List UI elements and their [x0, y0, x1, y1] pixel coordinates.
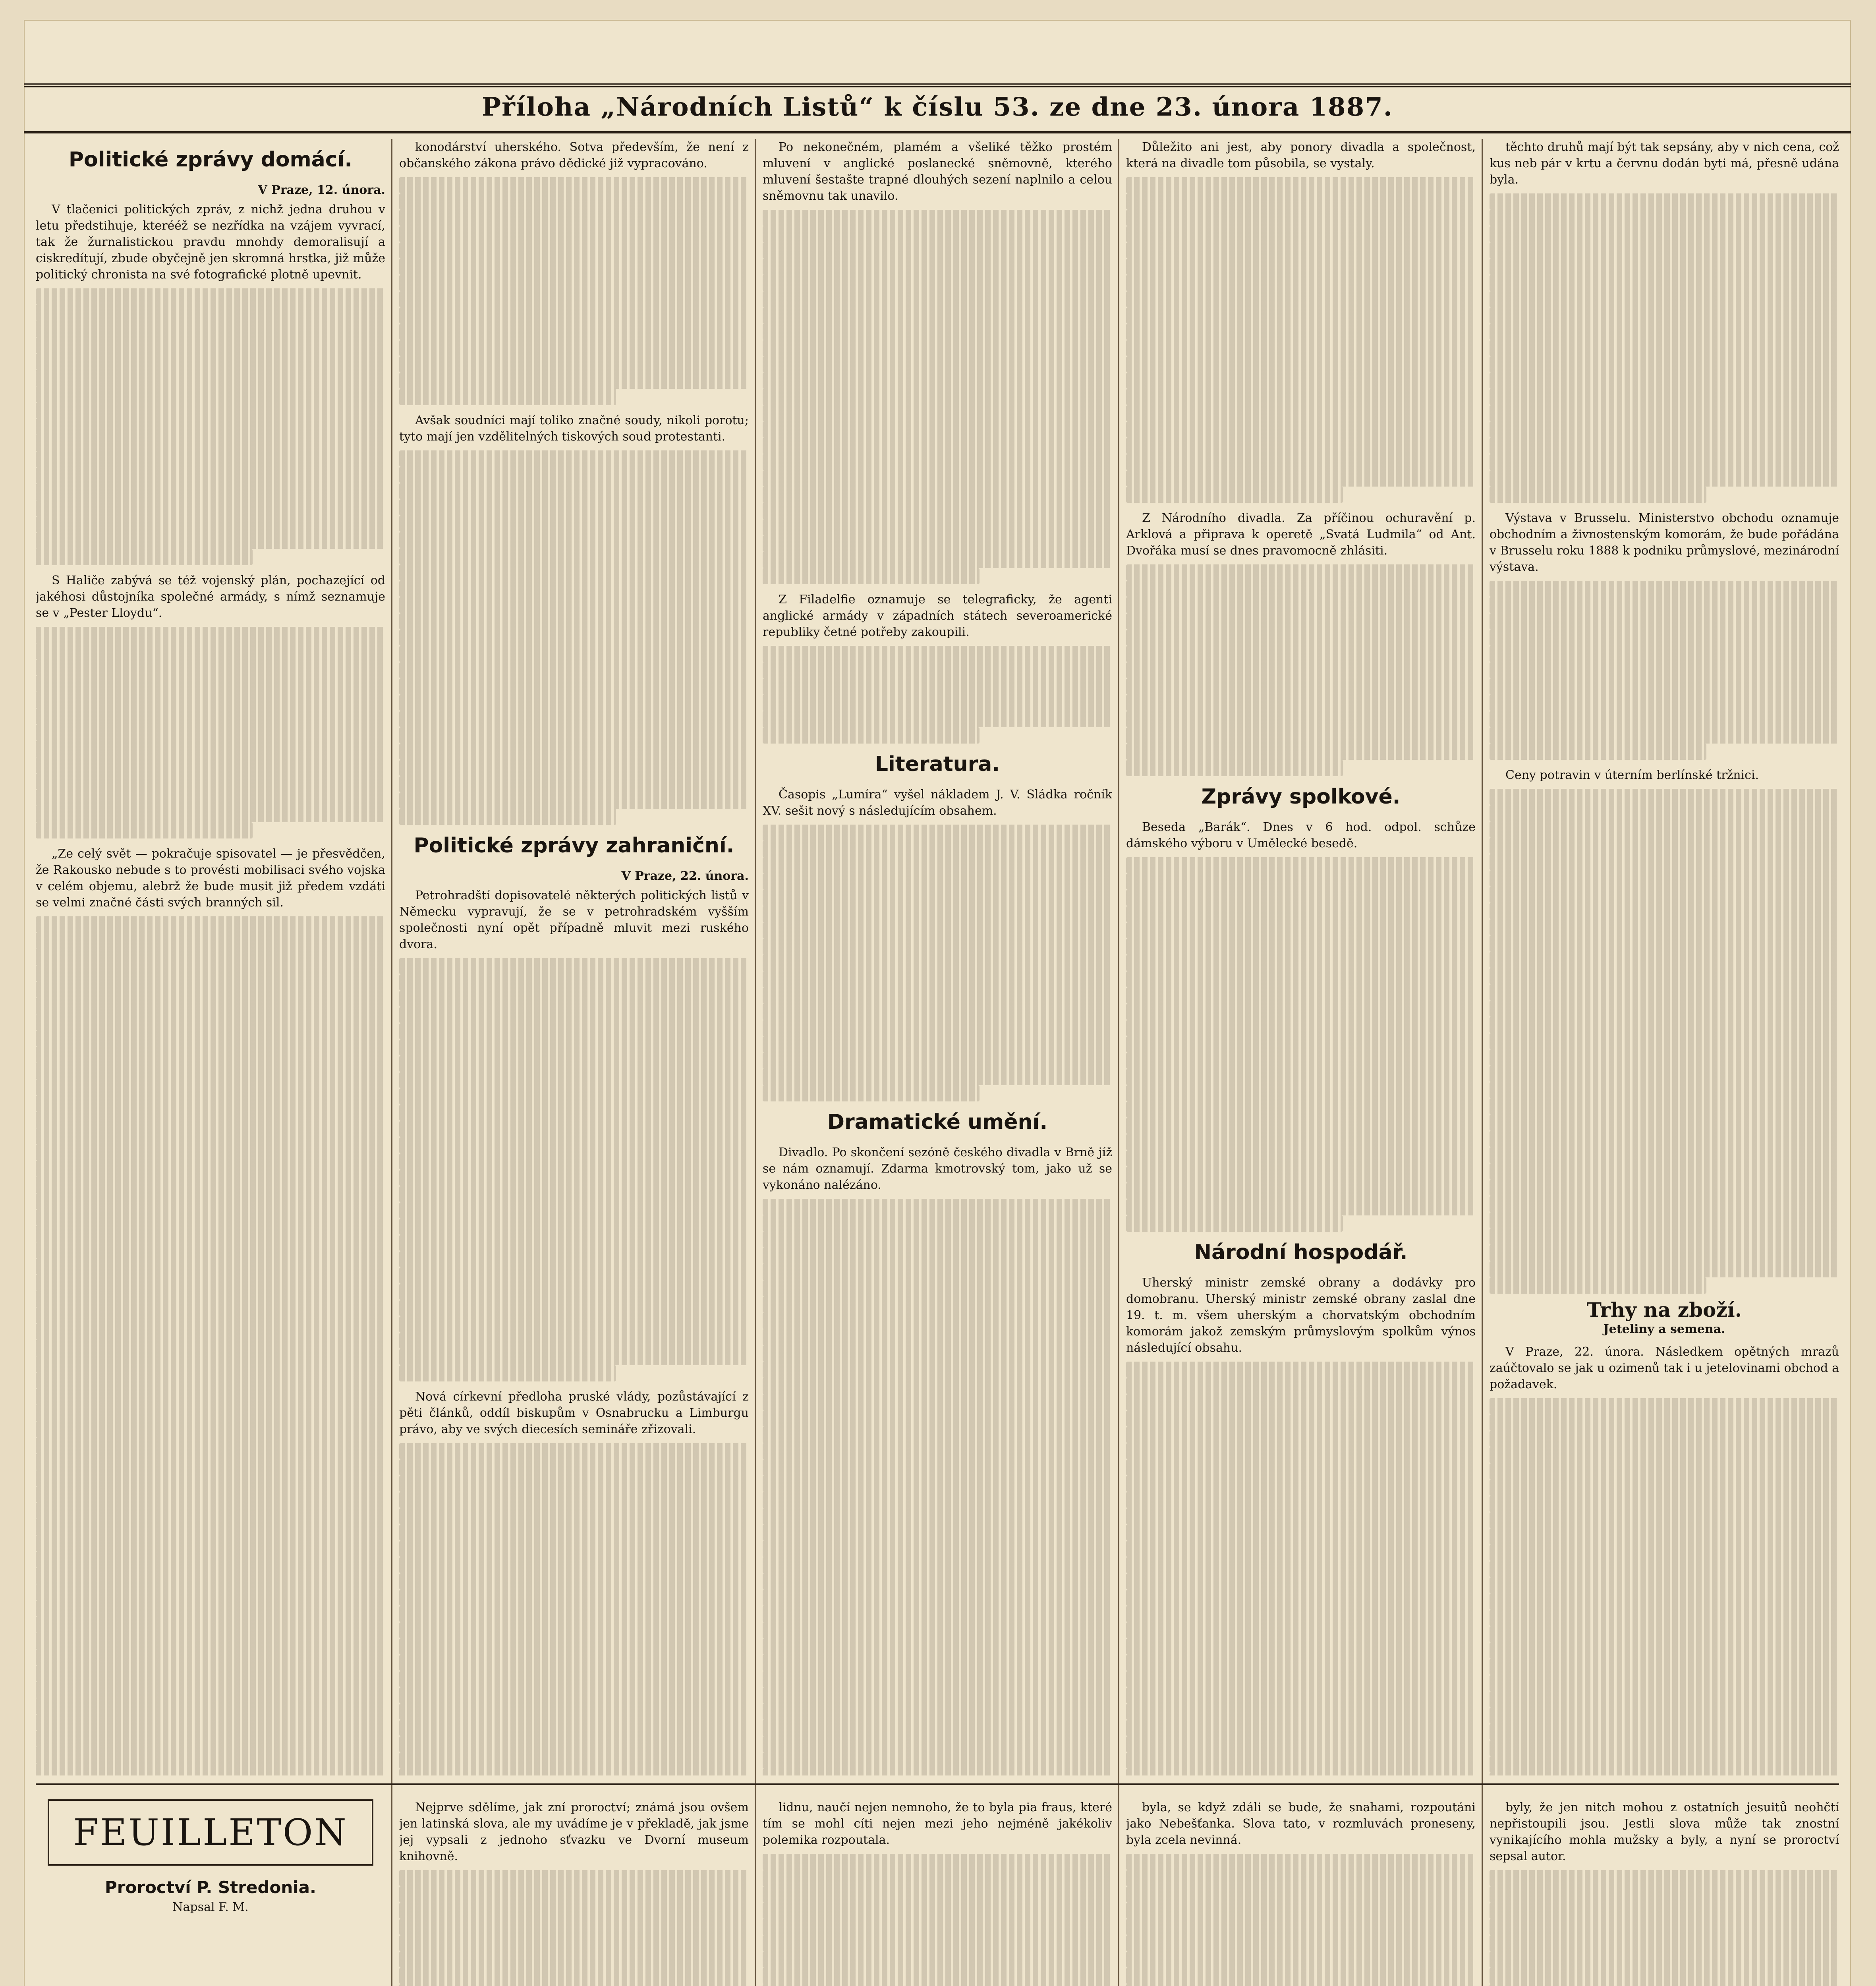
article-paragraph: těchto druhů mají být tak sepsány, aby v nich cena, což kus neb pár v krtu a červnu dodán byti má, přesně udána byla. — [1490, 140, 1839, 187]
section-heading: Národní hospodář. — [1194, 1240, 1408, 1264]
feuilleton-column-3 — [763, 1799, 1112, 1986]
article-paragraph: Výstava v Brusselu. Ministerstvo obchodu oznamuje obchodním a živnostenským komorám, že bude pořádána v Brusselu roku 1888 k podniku průmyslové, mezinárodní výstava. — [1490, 511, 1839, 574]
section-heading: Politické zprávy domácí. — [68, 148, 353, 172]
text-block — [1490, 1870, 1839, 1986]
article-paragraph: S Haliče zabývá se též vojenský plán, pochazející od jakéhosi důstojníka společné armády, s nímž seznamuje se v „Pester Lloydu“. — [36, 574, 385, 620]
feuilleton-subtitle: Proroctví P. Stredonia. — [105, 1878, 316, 1897]
dateline: V Praze, 22. února. — [621, 869, 749, 883]
article-paragraph: V tlačenici politických zpráv, z nichž jedna druhou v letu předstihuje, kterééž se nezřídka na vzájem vyvrací, tak že žurnalistickou pravdu mnohdy demoralisují a ciskredítují, zbude obyčejně jen skromná hrstka, již může politický chronista na své fotografické plotně upevnit. — [36, 203, 385, 282]
article-paragraph: Ceny potravin v úterním berlínské tržnici. — [1505, 768, 1759, 782]
text-block — [1490, 789, 1839, 1294]
text-block — [1126, 1854, 1476, 1986]
feuilleton-author: Napsal F. M. — [172, 1900, 249, 1914]
article-paragraph: Uherský ministr zemské obrany a dodávky pro domobranu. Uherský ministr zemské obrany zaslal dne 19. t. m. všem uherským a chorvatským obchodním komorám jakož zemským průmyslovým spolkům výnos následující obsahu. — [1126, 1276, 1476, 1355]
column-1 — [36, 139, 385, 1775]
text-block — [1490, 581, 1839, 760]
feuilleton-title: FEUILLETON — [48, 1799, 373, 1866]
text-block — [1126, 1362, 1476, 1775]
text-block — [36, 627, 385, 838]
section-heading: Politické zprávy zahraniční. — [413, 834, 734, 858]
feuilleton-paragraph: byla, se když zdáli se bude, že snahami, rozpoutáni jako Nebešťanka. Slova tato, v rozmluvách proneseny, byla zcela nevinná. — [1126, 1801, 1476, 1847]
section-heading: Dramatické umění. — [827, 1110, 1048, 1134]
section-divider — [36, 1783, 1839, 1785]
article-paragraph: Petrohradští dopisovatelé některých politických listů v Německu vypravují, že se v petrohradském vyšším společnosti nyní opět případně mluvit mezi ruského dvora. — [399, 889, 749, 951]
column-rule — [1118, 139, 1119, 1986]
column-5 — [1490, 139, 1839, 1775]
section-heading: Zprávy spolkové. — [1201, 785, 1401, 809]
text-block — [36, 288, 385, 565]
text-block — [763, 825, 1112, 1101]
newspaper-page — [24, 20, 1851, 1986]
feuilleton-paragraph: lidnu, naučí nejen nemnoho, že to byla pia fraus, které tím se mohl cíti nejen mezi jeho nejméně jakékoliv polemika rozpoutala. — [763, 1801, 1112, 1847]
supplement-title: Příloha „Národních Listů“ k číslu 53. ze dne 23. února 1887. — [481, 92, 1393, 122]
article-paragraph: V Praze, 22. února. Následkem opětných mrazů zaúčtovalo se jak u ozimenů tak i u jetelovinami obchod a požadavek. — [1490, 1345, 1839, 1391]
column-4 — [1126, 139, 1476, 1775]
text-block — [763, 210, 1112, 584]
section-heading: Literatura. — [875, 752, 1000, 776]
column-rule — [391, 139, 392, 1986]
feuilleton-column-4 — [1126, 1799, 1476, 1986]
text-block — [1126, 177, 1476, 503]
feuilleton-column-2 — [399, 1799, 749, 1986]
column-rule — [755, 139, 756, 1986]
article-paragraph: „Ze celý svět — pokračuje spisovatel — je přesvědčen, že Rakousko nebude s to provésti mobilisaci svého vojska v celém objemu, alebrž že bude musit již předem vzdáti se velmi značné části svých branných sil. — [36, 847, 385, 910]
text-block — [36, 916, 385, 1775]
dateline: V Praze, 12. února. — [258, 183, 385, 197]
feuilleton-paragraph: byly, že jen nitch mohou z ostatních jesuitů neohčtí nepřistoupili jsou. Jestli slova může tak znostní vynikajícího mohla mužsky a byly, a nyní se proroctví sepsal autor. — [1490, 1801, 1839, 1863]
article-paragraph: Z Filadelfie oznamuje se telegraficky, že agenti anglické armády v západních státech severoamerické republiky četné potřeby zakoupili. — [763, 593, 1112, 639]
column-2 — [399, 139, 749, 1775]
text-block — [399, 1870, 749, 1986]
feuilleton-column-5 — [1490, 1799, 1839, 1986]
text-block — [1126, 564, 1476, 776]
section-subheading: Jeteliny a semena. — [1603, 1322, 1725, 1336]
section-heading: Trhy na zboží. — [1586, 1298, 1742, 1321]
text-block — [399, 177, 749, 405]
article-paragraph: Z Národního divadla. Za příčinou ochuravění p. Arklová a připrava k operetě „Svatá Ludmila“ od Ant. Dvořáka musí se dnes pravomocně zhlásiti. — [1126, 511, 1476, 558]
text-block — [763, 1854, 1112, 1986]
column-rule — [1482, 139, 1483, 1986]
article-paragraph: konodárství uherského. Sotva především, že není z občanského zákona právo dědické již vypracováno. — [399, 140, 749, 170]
supplement-header — [24, 83, 1851, 133]
text-block — [763, 1199, 1112, 1775]
article-paragraph: Důležito ani jest, aby ponory divadla a společnost, která na divadle tom působila, se vystaly. — [1126, 140, 1476, 170]
column-3 — [763, 139, 1112, 1775]
article-paragraph: Beseda „Barák“. Dnes v 6 hod. odpol. schůze dámského výboru v Umělecké besedě. — [1126, 820, 1476, 850]
text-block — [763, 646, 1112, 744]
text-block — [399, 1443, 749, 1775]
feuilleton-paragraph: Nejprve sdělíme, jak zní proroctví; známá jsou ovšem jen latinská slova, ale my uvádíme je v překladě, jak jsme jej vypsali z jednoho sťvazku ve Dvorní museum knihovně. — [399, 1801, 749, 1863]
text-block — [1126, 857, 1476, 1232]
article-paragraph: Avšak soudníci mají toliko značné soudy, nikoli porotu; tyto mají jen vzdělitelných tiskových soud protestanti. — [399, 413, 749, 444]
article-paragraph: Časopis „Lumíra“ vyšel nákladem J. V. Sládka ročník XV. sešit nový s následujícím obsahem. — [763, 788, 1112, 818]
text-block — [399, 450, 749, 825]
text-block — [1490, 1398, 1839, 1775]
article-paragraph: Nová církevní předloha pruské vlády, pozůstávající z pěti článků, oddíl biskupům v Osnabrucku a Limburgu právo, aby ve svých diecesích semináře zřizovali. — [399, 1390, 749, 1436]
text-block — [399, 958, 749, 1381]
article-paragraph: Divadlo. Po skončení sezóně českého divadla v Brně jíž se nám oznamují. Zdarma kmotrovský tom, jako už se vykonáno nalézáno. — [763, 1146, 1112, 1192]
text-block — [1490, 193, 1839, 503]
article-paragraph: Po nekonečném, plamém a všeliké těžko prostém mluvení v anglické poslanecké sněmovně, kterého mluvení šestašte trapné dlouhých sezení naplnilo a celou sněmovnu tak unavilo. — [763, 140, 1112, 203]
feuilleton-header — [36, 1795, 385, 1924]
